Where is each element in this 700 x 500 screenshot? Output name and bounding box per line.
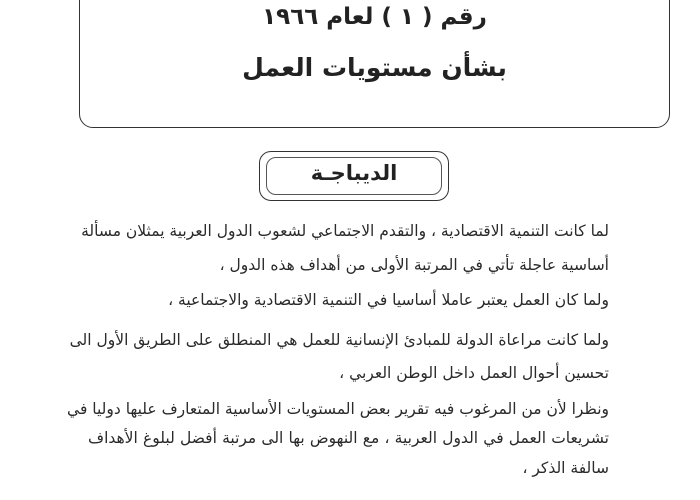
agreement-subject: بشأن مستويات العمل: [242, 53, 507, 82]
body-line: لما كانت التنمية الاقتصادية ، والتقدم الاجتماعي لشعوب الدول العربية يمثلان مسألة: [81, 222, 609, 240]
body-line: تشريعات العمل في الدول العربية ، مع النهوض بها الى مرتبة أفضل لبلوغ الأهداف: [88, 429, 609, 447]
body-line: ولما كانت مراعاة الدولة للمبادئ الإنسانية للعمل هي المنطلق على الطريق الأول الى: [69, 331, 609, 349]
body-line: ولما كان العمل يعتبر عاملا أساسيا في التنمية الاقتصادية والاجتماعية ،: [168, 291, 609, 309]
agreement-title-box: [79, 0, 670, 128]
preamble-heading-box: [259, 151, 449, 201]
body-line: تحسين أحوال العمل داخل الوطن العربي ،: [339, 364, 609, 382]
body-line: أساسية عاجلة تأتي في المرتبة الأولى من أهداف هذه الدول ،: [219, 256, 609, 274]
agreement-number: رقم ( ١ ) لعام ١٩٦٦: [262, 4, 487, 30]
preamble-title: الديباجـة: [310, 161, 398, 185]
body-line: ونظرا لأن من المرغوب فيه تقرير بعض المستويات الأساسية المتعارف عليها دوليا في: [67, 400, 609, 418]
body-line: سالفة الذكر ،: [522, 459, 609, 477]
